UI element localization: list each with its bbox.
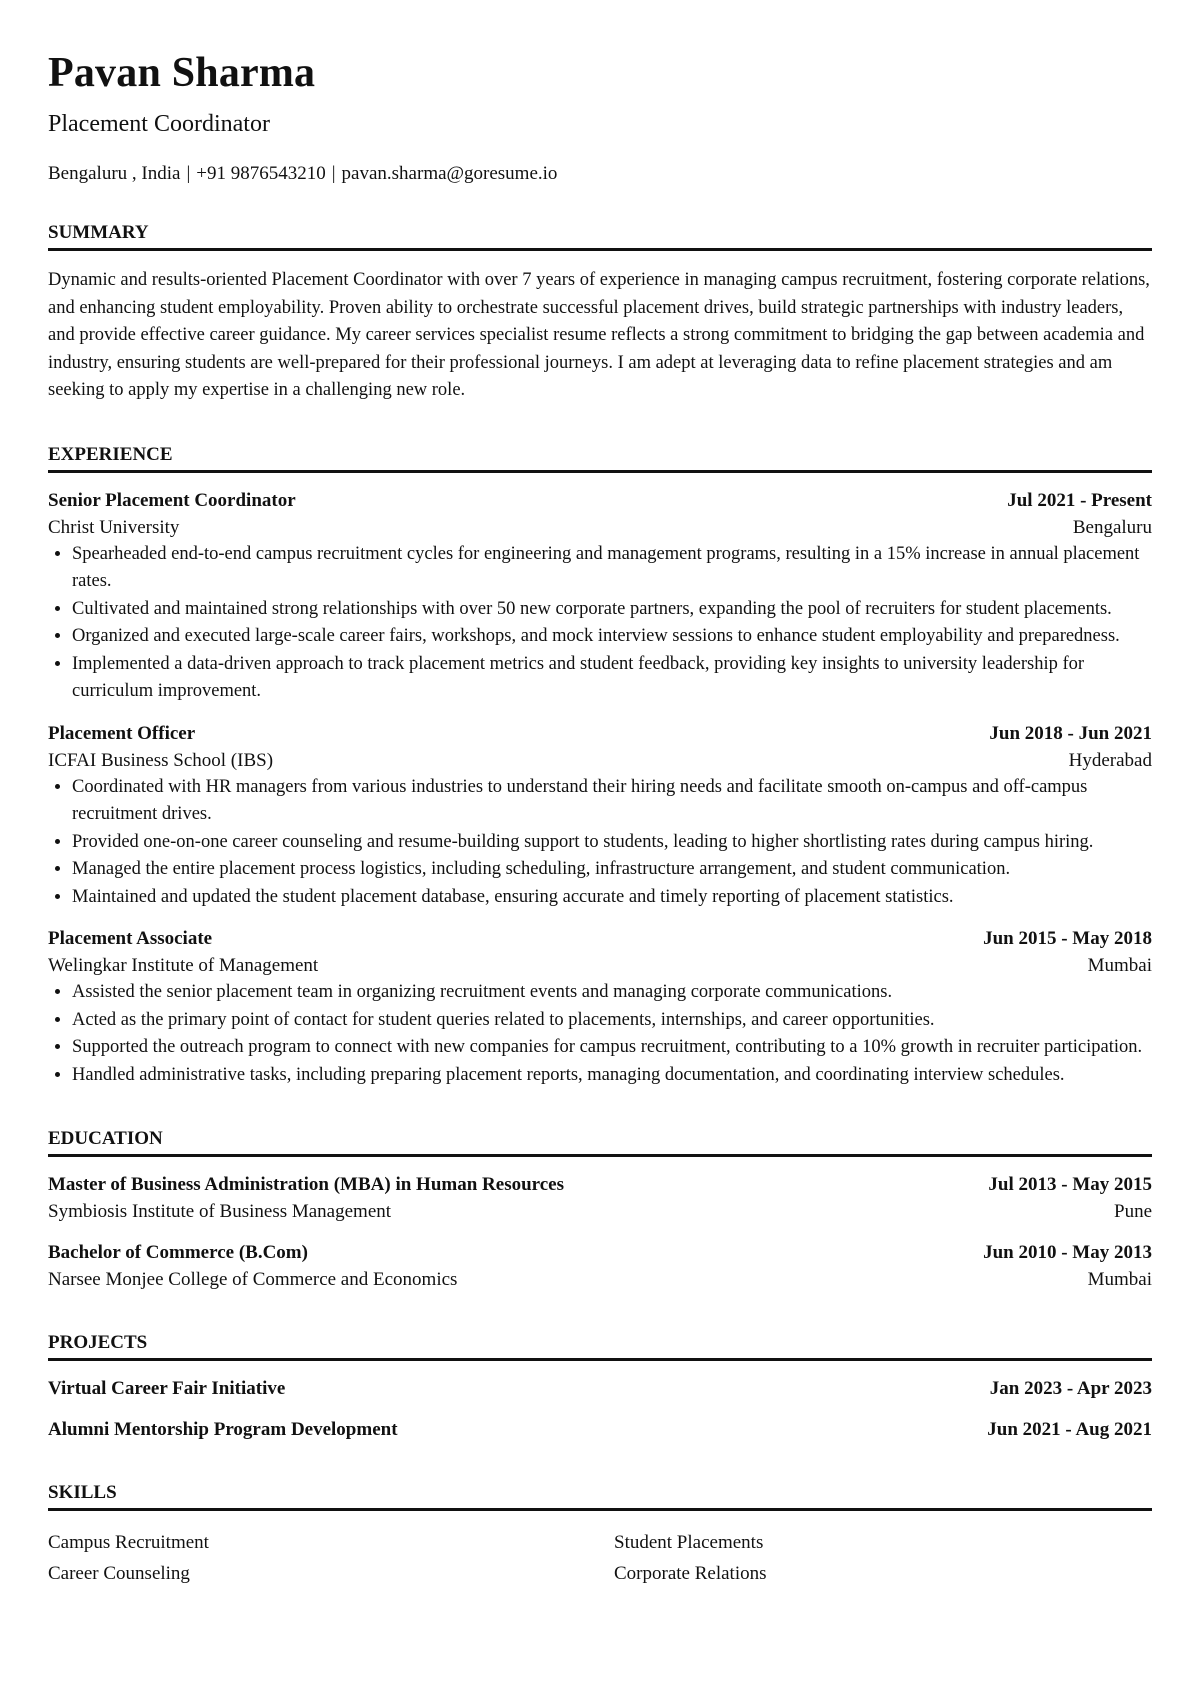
job-bullet: • Assisted the senior placement team in organizing recruitment events and managing corporate communications. bbox=[72, 979, 1152, 1007]
candidate-title: Placement Coordinator bbox=[48, 111, 270, 137]
summary-heading: SUMMARY bbox=[48, 223, 1152, 251]
skills-list bbox=[48, 1527, 1152, 1589]
summary-text: Dynamic and results-oriented Placement Coordinator with over 7 years of experience in managing campus recruitment, fostering corporate relations, and enhancing student employability. Proven ability to orchestrate successful placement drives, build strategic partnerships with industry leaders, and provide effective career guidance. My career services specialist resume reflects a strong commitment to bridging the gap between academia and industry, ensuring students are well-prepared for their professional journeys. I am adept at leveraging data to refine placement strategies and am seeking to apply my expertise in a challenging new role. bbox=[48, 270, 1150, 400]
projects-heading: PROJECTS bbox=[48, 1333, 1152, 1361]
project-name: Alumni Mentorship Program Development bbox=[48, 1419, 398, 1440]
job-dates: Jun 2015 - May 2018 bbox=[983, 928, 1152, 949]
education-degree: Master of Business Administration (MBA) in Human Resources bbox=[48, 1174, 565, 1195]
job-org: Welingkar Institute of Management bbox=[48, 955, 319, 976]
education-school: Symbiosis Institute of Business Management bbox=[48, 1201, 392, 1222]
experience-heading: EXPERIENCE bbox=[48, 445, 1152, 473]
job-role: Placement Associate bbox=[48, 928, 213, 949]
contact-phone: +91 9876543210 bbox=[196, 163, 326, 184]
education-dates: Jul 2013 - May 2015 bbox=[988, 1174, 1152, 1195]
experience-entry bbox=[48, 720, 1152, 912]
project-dates: Jan 2023 - Apr 2023 bbox=[989, 1378, 1152, 1399]
education-degree: Bachelor of Commerce (B.Com) bbox=[48, 1242, 308, 1263]
experience-entry bbox=[48, 487, 1152, 706]
job-bullet: • Spearheaded end-to-end campus recruitment cycles for engineering and management programs, resulting in a 15% increase in annual placement rates. bbox=[72, 541, 1152, 596]
skill-item: Corporate Relations bbox=[614, 1563, 767, 1584]
job-role: Senior Placement Coordinator bbox=[48, 489, 296, 511]
project-dates: Jun 2021 - Aug 2021 bbox=[987, 1419, 1152, 1440]
job-bullets bbox=[48, 541, 1152, 706]
job-bullets bbox=[48, 774, 1152, 912]
education-location: Pune bbox=[1114, 1201, 1152, 1222]
candidate-name: Pavan Sharma bbox=[48, 50, 316, 96]
job-bullet: • Coordinated with HR managers from various industries to understand their hiring needs and facilitate smooth on-campus and off-campus recruitment drives. bbox=[72, 774, 1152, 829]
skill-item: Career Counseling bbox=[48, 1563, 190, 1584]
education-location: Mumbai bbox=[1087, 1269, 1152, 1290]
job-role: Placement Officer bbox=[48, 722, 196, 744]
experience-entry bbox=[48, 925, 1152, 1089]
contact-city: Bengaluru , bbox=[48, 163, 137, 184]
contact-country: India bbox=[141, 163, 181, 184]
project-entry bbox=[48, 1375, 1152, 1402]
job-bullet: • Acted as the primary point of contact for student queries related to placements, internships, and career opportunities. bbox=[72, 1007, 1152, 1035]
job-bullets bbox=[48, 979, 1152, 1089]
education-entry bbox=[48, 1239, 1152, 1293]
education-dates: Jun 2010 - May 2013 bbox=[983, 1242, 1152, 1263]
job-location: Bengaluru bbox=[1072, 516, 1152, 538]
job-bullet: • Maintained and updated the student placement database, ensuring accurate and timely reporting of placement statistics. bbox=[72, 884, 1152, 912]
job-dates: Jul 2021 - Present bbox=[1007, 489, 1152, 511]
job-bullet: • Handled administrative tasks, including preparing placement reports, managing documentation, and coordinating interview schedules. bbox=[72, 1062, 1152, 1090]
job-location: Mumbai bbox=[1087, 955, 1152, 976]
contact-email[interactable]: pavan.sharma@goresume.io bbox=[341, 163, 558, 184]
education-heading: EDUCATION bbox=[48, 1129, 1152, 1157]
job-bullet: • Provided one-on-one career counseling and resume-building support to students, leading to higher shortlisting rates during campus hiring. bbox=[72, 829, 1152, 857]
contact-separator: | bbox=[331, 163, 336, 184]
education-school: Narsee Monjee College of Commerce and Economics bbox=[48, 1269, 458, 1290]
education-entry bbox=[48, 1171, 1152, 1225]
job-org: ICFAI Business School (IBS) bbox=[48, 749, 274, 771]
job-bullet: • Managed the entire placement process logistics, including scheduling, infrastructure arrangement, and student communication. bbox=[72, 856, 1152, 884]
project-entry bbox=[48, 1416, 1152, 1443]
contact-line bbox=[48, 164, 1152, 183]
job-bullet: • Implemented a data-driven approach to track placement metrics and student feedback, providing key insights to university leadership for curriculum improvement. bbox=[72, 651, 1152, 706]
skill-item: Campus Recruitment bbox=[48, 1532, 209, 1553]
job-dates: Jun 2018 - Jun 2021 bbox=[989, 722, 1152, 744]
skills-heading: SKILLS bbox=[48, 1483, 1152, 1511]
job-org: Christ University bbox=[48, 516, 180, 538]
job-bullet: • Cultivated and maintained strong relationships with over 50 new corporate partners, expanding the pool of recruiters for student placements. bbox=[72, 596, 1152, 624]
job-bullet: • Supported the outreach program to connect with new companies for campus recruitment, contributing to a 10% growth in recruiter participation. bbox=[72, 1034, 1152, 1062]
job-bullet: • Organized and executed large-scale career fairs, workshops, and mock interview sessions to enhance student employability and preparedness. bbox=[72, 623, 1152, 651]
job-location: Hyderabad bbox=[1068, 749, 1152, 771]
contact-separator: | bbox=[186, 163, 191, 184]
skill-item: Student Placements bbox=[614, 1532, 764, 1553]
project-name: Virtual Career Fair Initiative bbox=[48, 1378, 286, 1399]
